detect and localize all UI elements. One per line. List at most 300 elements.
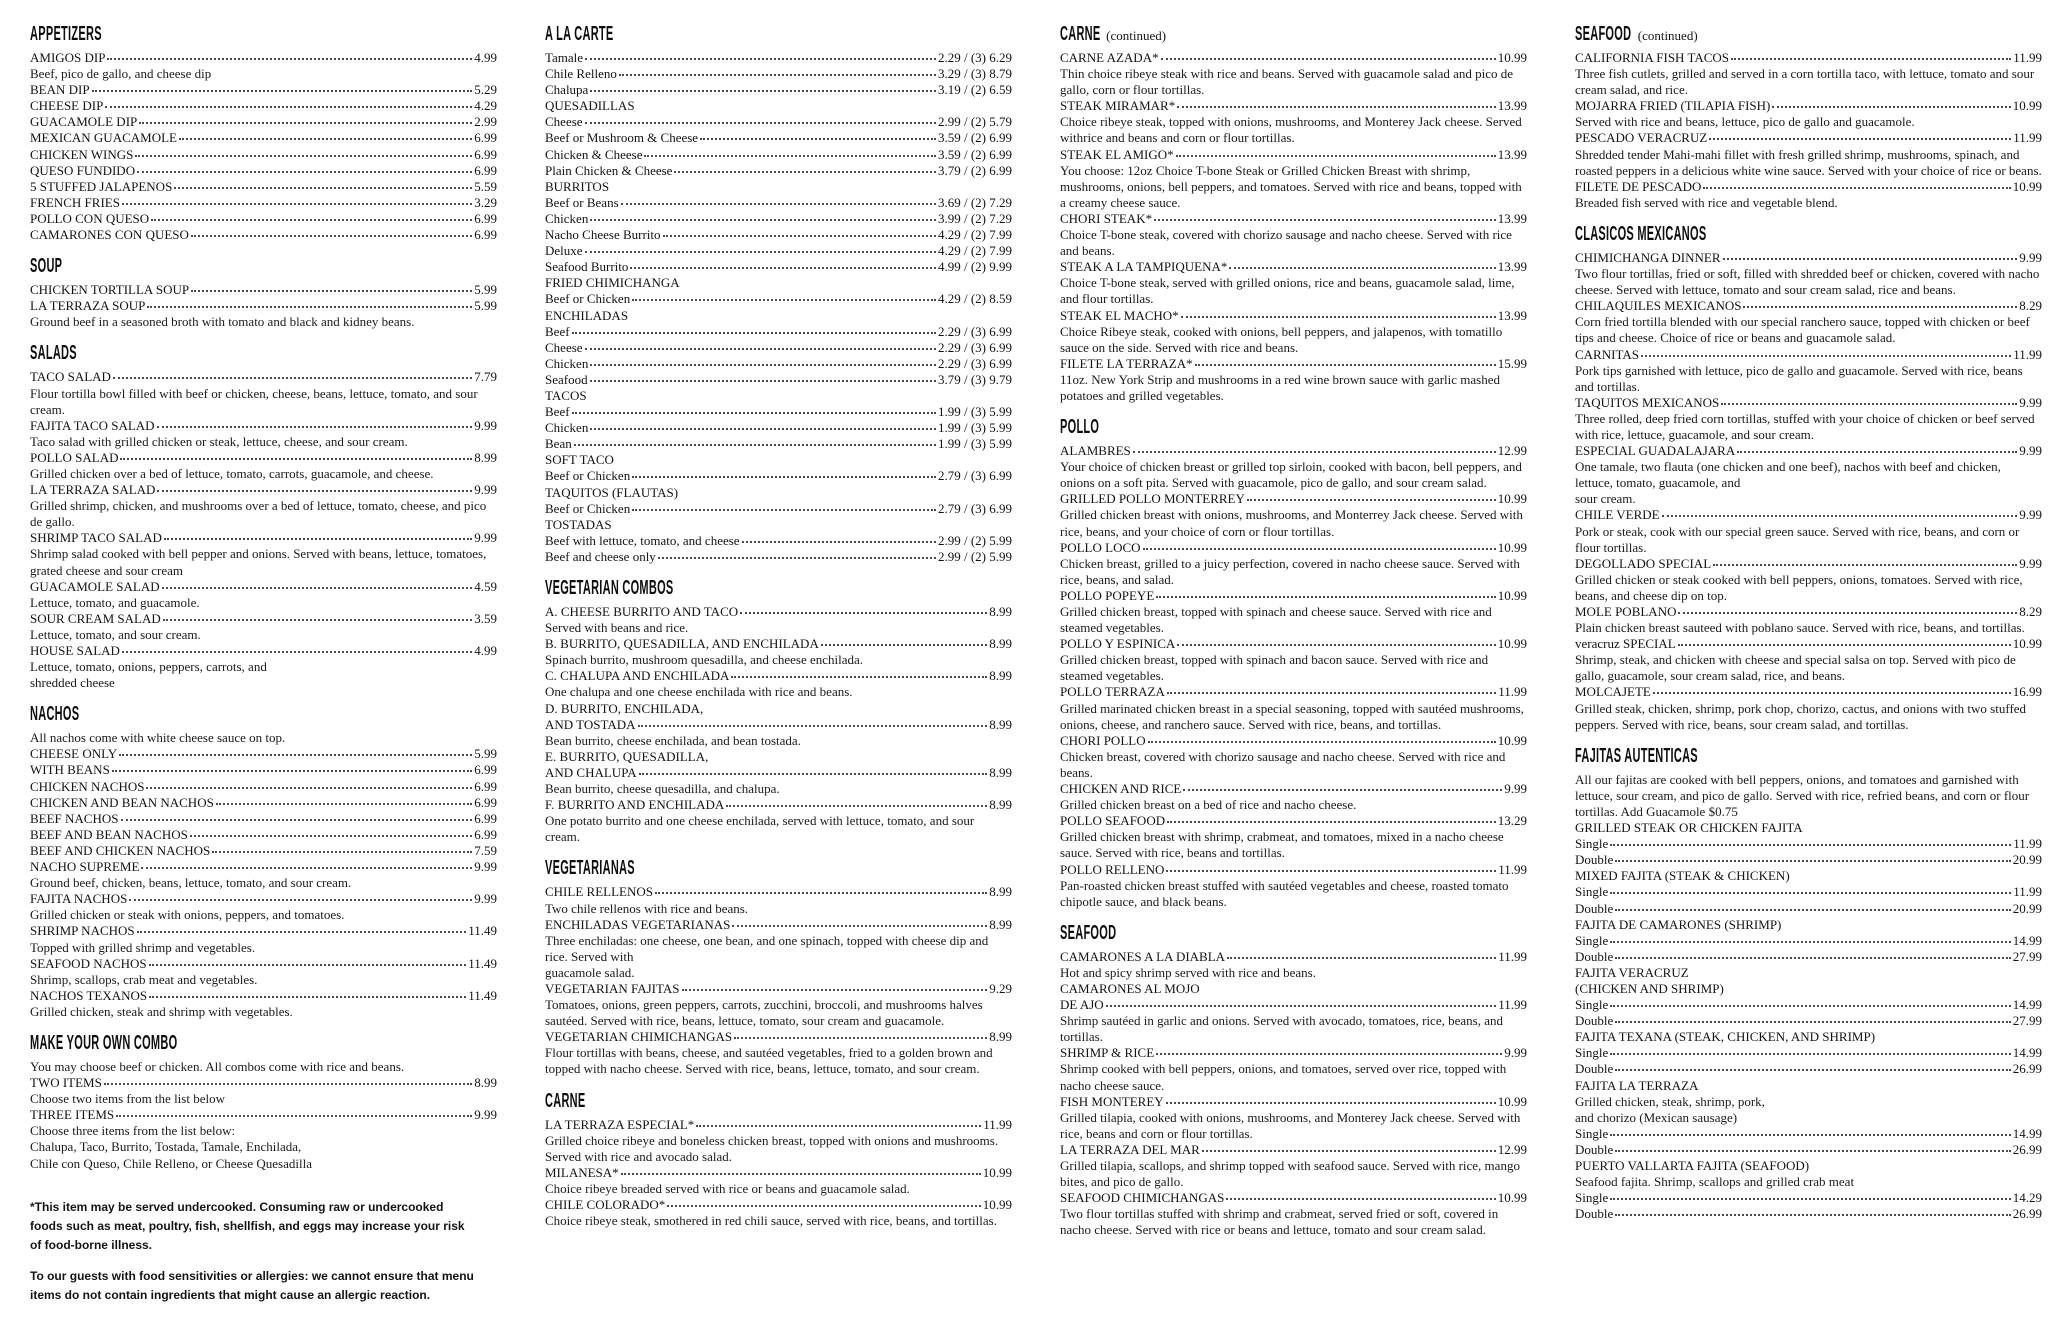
menu-section [545,578,1012,845]
menu-item-row [1575,901,2042,917]
item-price: 10.99 [2012,98,2042,114]
item-price: 6.99 [474,146,497,162]
item-subheading: QUESADILLAS [545,98,635,114]
section-heading [1060,417,1527,439]
item-name: veracruz SPECIAL [1575,636,1676,652]
section-heading-text: SALADS [30,342,77,365]
item-name: SEAFOOD NACHOS [30,955,147,971]
item-name: Double [1575,948,1614,964]
item-name: Beef [545,323,570,339]
menu-item-row [30,795,497,811]
item-price: 12.99 [1497,443,1527,459]
item-name: STEAK A LA TAMPIQUENA* [1060,259,1228,275]
item-name: Double [1575,1206,1614,1222]
item-name: Double [1575,852,1614,868]
menu-item-row [545,82,1012,98]
item-description: shredded cheese [30,675,115,691]
item-price: 2.99 [474,114,497,130]
item-name: C. CHALUPA AND ENCHILADA [545,668,730,684]
item-name: AMIGOS DIP [30,50,106,65]
item-description: Choice T-bone steak, served with grilled onions, rice and beans, guacamole salad, lime, and flour tortillas. [1060,275,1515,307]
item-subheading: TAQUITOS (FLAUTAS) [545,484,679,500]
item-description: Topped with grilled shrimp and vegetables. [30,939,256,955]
item-description: 11oz. New York Strip and mushrooms in a red wine brown sauce with garlic mashed potatoes and grilled vegetables. [1060,371,1500,403]
menu-section [545,858,1012,1077]
menu-item-row [30,746,497,762]
menu-item-row [1060,1045,1527,1061]
menu-item-row [545,1197,1012,1213]
menu-item-row [1060,1142,1527,1158]
item-description: Ground beef, chicken, beans, lettuce, tomato, and sour cream. [30,875,352,891]
item-name: FISH MONTEREY [1060,1093,1164,1109]
item-name: Bean [545,436,572,452]
item-name: GUACAMOLE DIP [30,114,138,130]
item-price: 8.99 [989,916,1012,932]
item-name: CHILE RELLENOS [545,884,653,900]
item-name: CHICKEN TORTILLA SOUP [30,282,190,298]
menu-item-row [1575,1013,2042,1029]
menu-item-row [1575,395,2042,411]
section-heading [30,24,497,46]
item-description: Grilled chicken, steak and shrimp with vegetables. [30,1003,293,1019]
item-name: CHILE COLORADO* [545,1197,666,1212]
item-name: Beef or Chicken [545,291,631,307]
item-description: Grilled chicken breast with onions, mushrooms, and Monterrey Jack cheese. Served with rice, beans, and your choice of corn or flour tortillas. [1060,507,1523,539]
item-price: 4.29 [474,98,497,114]
menu-item-row [1575,1142,2042,1158]
item-name: Beef or Mushroom & Cheese [545,130,699,146]
item-name: FAJITA TACO SALAD [30,417,155,433]
menu-item-row [545,404,1012,420]
item-price: 7.59 [474,842,497,858]
section-heading [545,858,1012,880]
item-name: NACHO SUPREME [30,859,140,875]
section-heading-text: CARNE [1060,23,1101,45]
section-heading [30,256,497,278]
section-heading-text: SEAFOOD [1060,921,1117,944]
item-price: 8.29 [2019,298,2042,314]
menu-item-row [545,468,1012,484]
item-description: Taco salad with grilled chicken or steak, lettuce, cheese, and sour cream. [30,433,408,449]
menu-item-row [1060,308,1527,324]
item-price: 4.99 [474,50,497,65]
item-description: Ground beef in a seasoned broth with tomato and black and kidney beans. [30,314,415,330]
item-price: 26.99 [2012,1141,2042,1157]
menu-item-row [1575,130,2042,146]
item-name: ALAMBRES [1060,443,1131,459]
item-price: 9.99 [2019,555,2042,571]
item-price: 2.29 / (3) 6.99 [937,323,1012,339]
menu-item-row [1060,491,1527,507]
item-name: A. CHEESE BURRITO AND TACO [545,604,739,619]
menu-item-row [545,717,1012,733]
item-name: SHRIMP NACHOS [30,923,135,939]
item-description: Grilled chicken breast with shrimp, crabmeat, and tomatoes, mixed in a nacho cheese sauce. Served with rice, beans and tortillas. [1060,829,1504,861]
item-subheading: GRILLED STEAK OR CHICKEN FAJITA [1575,820,1803,836]
menu-item-row [545,291,1012,307]
menu-item-row [545,356,1012,372]
item-price: 6.99 [474,227,497,243]
item-subheading: FAJITA VERACRUZ [1575,964,1689,980]
item-price: 11.99 [2013,836,2042,852]
item-price: 7.79 [474,369,497,385]
menu-column-1 [30,24,497,1305]
item-price: 9.99 [474,891,497,907]
item-name: BEAN DIP [30,82,90,98]
item-description: Lettuce, tomato, and guacamole. [30,594,200,610]
item-description: Bean burrito, cheese quesadilla, and chalupa. [545,781,780,797]
item-price: 9.99 [474,859,497,875]
item-price: 6.99 [474,762,497,778]
menu-section [1060,417,1527,910]
menu-item-row [1575,298,2042,314]
menu-item-row [30,211,497,227]
item-price: 10.99 [1497,50,1527,65]
menu-section [545,24,1012,565]
item-description: Grilled chicken or steak with onions, peppers, and tomatoes. [30,907,345,923]
item-name: CAMARONES A LA DIABLA [1060,948,1226,964]
item-name: Double [1575,1141,1614,1157]
item-price: 8.99 [989,604,1012,619]
menu-item-row [1060,588,1527,604]
item-description: Chalupa, Taco, Burrito, Tostada, Tamale, Enchilada, [30,1139,302,1155]
item-name: STEAK EL MACHO* [1060,307,1179,323]
item-name: POLLO SALAD [30,449,119,465]
item-description: Served with beans and rice. [545,620,689,636]
item-description: Breaded fish served with rice and vegetable blend. [1575,194,1838,210]
item-name: POLLO TERRAZA [1060,684,1165,700]
item-price: 11.99 [1498,684,1527,700]
menu-item-row [1060,1190,1527,1206]
menu-item-row [545,1029,1012,1045]
item-name: FRENCH FRIES [30,194,120,210]
menu-item-row [30,179,497,195]
item-name: MOLCAJETE [1575,684,1651,700]
item-description: Grilled steak, chicken, shrimp, pork chop, chorizo, cactus, and onions with two stuffed peppers. Served with rice, beans, sour cream salad, and tortillas. [1575,700,2027,732]
item-name: Beef or Chicken [545,500,631,516]
item-price: 11.99 [2013,884,2042,900]
item-description: Lettuce, tomato, onions, peppers, carrots, and [30,659,267,675]
item-name: Seafood [545,371,588,387]
section-heading-text: POLLO [1060,416,1100,439]
item-name: Chicken [545,420,589,436]
section-heading-text: CLASICOS MEXICANOS [1575,222,1707,245]
menu-item-row [545,340,1012,356]
menu-item-row [1060,147,1527,163]
menu-item-row [1060,50,1527,66]
item-price: 6.99 [474,210,497,226]
item-price: 4.99 [474,643,497,658]
item-price: 5.99 [474,746,497,762]
menu-item-row [1575,250,2042,266]
item-name: SEAFOOD CHIMICHANGAS [1060,1190,1225,1206]
item-name: WITH BEANS [30,762,110,778]
item-name: MEXICAN GUACAMOLE [30,130,177,146]
section-heading [30,343,497,365]
section-heading-suffix: (continued) [1106,28,1167,43]
menu-item-row [545,227,1012,243]
item-price: 9.99 [474,417,497,433]
item-price: 3.19 / (2) 6.59 [937,82,1012,98]
item-price: 10.99 [2012,178,2042,194]
item-name: Single [1575,836,1609,852]
item-description: Grilled chicken over a bed of lettuce, tomato, carrots, guacamole, and cheese. [30,465,434,481]
item-name: NACHOS TEXANOS [30,987,148,1003]
menu-item-row [1575,1061,2042,1077]
menu-item-row [545,259,1012,275]
item-description: Chile con Queso, Chile Relleno, or Cheese Quesadilla [30,1155,312,1171]
item-name: THREE ITEMS [30,1107,115,1123]
item-description: Seafood fajita. Shrimp, scallops and grilled crab meat [1575,1174,1855,1190]
item-subheading: FAJITA DE CAMARONES (SHRIMP) [1575,916,1782,932]
item-description: Shrimp, scallops, crab meat and vegetables. [30,971,258,987]
menu-item-row [1060,949,1527,965]
item-name: POLLO Y ESPINICA [1060,636,1176,652]
item-name: CALIFORNIA FISH TACOS [1575,50,1730,65]
menu-item-row [30,956,497,972]
item-price: 8.29 [2019,604,2042,619]
item-name: QUESO FUNDIDO [30,162,136,178]
item-name: Cheese [545,114,583,130]
menu-item-row [545,549,1012,565]
item-name: LA TERRAZA ESPECIAL* [545,1116,695,1132]
menu-item-row [1060,684,1527,700]
item-name: GRILLED POLLO MONTERREY [1060,491,1245,507]
menu-item-row [545,195,1012,211]
item-name: AND TOSTADA [545,716,636,732]
menu-item-row [30,227,497,243]
item-name: MOLE POBLANO [1575,604,1677,619]
item-description: Two chile rellenos with rice and beans. [545,900,749,916]
item-name: CHILE VERDE [1575,507,1660,523]
item-description: sour cream. [1575,491,1636,507]
item-price: 14.29 [2012,1190,2042,1206]
section-heading-text: MAKE YOUR OWN COMBO [30,1031,178,1054]
item-description: Choose three items from the list below: [30,1123,236,1139]
item-description: All our fajitas are cooked with bell peppers, onions, and tomatoes and garnished with lettuce, sour cream, and pico de gallo. Served with rice, refried beans, and corn or flour tortillas. Add Guacamole $0.75 [1575,771,2030,819]
item-price: 10.99 [2012,636,2042,652]
menu-item-row [545,1165,1012,1181]
item-name: CAMARONES CON QUESO [30,227,189,243]
item-name: Seafood Burrito [545,259,629,275]
item-name: TWO ITEMS [30,1075,102,1091]
menu-item-row [1060,98,1527,114]
menu-item-row [30,282,497,298]
menu-section [30,24,497,243]
item-price: 13.29 [1497,813,1527,829]
item-name: Nacho Cheese Burrito [545,227,661,243]
item-description: Choice ribeye steak, smothered in red chili sauce, served with rice, beans, and tortillas. [545,1213,997,1229]
item-price: 10.99 [1497,539,1527,555]
section-heading [1575,24,2042,46]
item-price: 3.59 [474,610,497,626]
menu-item-row [1575,507,2042,523]
item-name: HOUSE SALAD [30,643,120,658]
item-name: CHORI STEAK* [1060,210,1153,226]
menu-item-row [1575,1126,2042,1142]
item-price: 8.99 [989,764,1012,780]
item-subheading: BURRITOS [545,178,610,194]
item-name: Beef with lettuce, tomato, and cheese [545,532,740,548]
item-price: 14.99 [2012,1125,2042,1141]
footnote-text: *This item may be served undercooked. Consuming raw or undercooked foods such as meat, poultry, fish, shellfish, and eggs may increase your risk of food-borne illness. [30,1199,465,1252]
menu-item-row [1060,781,1527,797]
item-name: MILANESA* [545,1164,619,1180]
item-subheading: TACOS [545,387,587,403]
item-name: BEEF NACHOS [30,810,119,826]
item-price: 13.99 [1497,146,1527,162]
item-price: 5.99 [474,298,497,314]
item-price: 9.99 [2019,249,2042,265]
item-name: Chalupa [545,82,589,98]
menu-item-row [545,372,1012,388]
menu-item-row [30,50,497,66]
item-price: 2.29 / (3) 6.99 [937,355,1012,371]
item-description: Plain chicken breast sauteed with poblano sauce. Served with rice, beans, and tortillas. [1575,620,2025,636]
item-price: 11.49 [468,923,497,939]
section-heading [545,578,1012,600]
item-name: FAJITA NACHOS [30,891,128,907]
menu-item-row [545,533,1012,549]
section-heading [1575,224,2042,246]
item-description: Three rolled, deep fried corn tortillas, stuffed with your choice of chicken or beef served with rice, lettuce, guacamole, and sour cream. [1575,410,2035,442]
section-heading-text: NACHOS [30,703,80,726]
item-description: Choose two items from the list below [30,1091,225,1107]
item-name: Beef or Chicken [545,468,631,484]
item-name: LA TERRAZA SALAD [30,482,156,498]
item-price: 8.99 [474,449,497,465]
item-name: Single [1575,932,1609,948]
item-price: 9.99 [1504,1045,1527,1061]
item-price: 20.99 [2012,852,2042,868]
item-name: Chile Relleno [545,66,617,82]
item-name: CHORI POLLO [1060,732,1146,748]
menu-section [30,343,497,691]
menu-item-row [545,501,1012,517]
item-price: 3.79 / (3) 9.79 [937,371,1012,387]
menu-item-row [545,50,1012,66]
item-name: TACO SALAD [30,369,111,385]
section-heading [1060,923,1527,945]
menu-item-row [1575,50,2042,66]
item-description: Spinach burrito, mushroom quesadilla, and cheese enchilada. [545,652,864,668]
item-name: STEAK MIRAMAR* [1060,98,1176,114]
item-name: CHILAQUILES MEXICANOS [1575,298,1742,314]
item-name: Cheese [545,339,583,355]
item-price: 1.99 / (3) 5.99 [937,404,1012,420]
menu-item-row [1575,556,2042,572]
menu-section [30,1033,497,1172]
item-price: 13.99 [1497,98,1527,114]
item-price: 10.99 [982,1197,1012,1212]
menu-item-row [545,147,1012,163]
item-price: 2.79 / (3) 6.99 [937,468,1012,484]
item-description: Hot and spicy shrimp served with rice and beans. [1060,964,1316,980]
item-price: 11.99 [2013,50,2042,65]
item-name: CHICKEN WINGS [30,146,134,162]
menu-item-row [1575,443,2042,459]
item-name: SHRIMP & RICE [1060,1045,1155,1061]
item-description: Shrimp cooked with bell peppers, onions, and tomatoes, served over rice, topped with nacho cheese sauce. [1060,1061,1507,1093]
item-price: 10.99 [1497,491,1527,507]
item-price: 8.99 [474,1075,497,1091]
item-name: F. BURRITO AND ENCHILADA [545,797,725,813]
menu-item-row [545,243,1012,259]
menu-item-row [30,923,497,939]
item-name: CHICKEN AND RICE [1060,781,1182,797]
item-price: 11.99 [1498,948,1527,964]
item-price: 11.99 [983,1116,1012,1132]
item-name: Double [1575,1061,1614,1077]
menu-item-row [30,779,497,795]
menu-item-row [1060,862,1527,878]
item-price: 4.99 / (2) 9.99 [937,259,1012,275]
item-description: Choice T-bone steak, covered with chorizo sausage and nacho cheese. Served with rice and beans. [1060,227,1512,259]
item-name: Plain Chicken & Cheese [545,162,673,178]
item-name: VEGETARIAN CHIMICHANGAS [545,1029,733,1045]
item-price: 8.99 [989,716,1012,732]
item-description: Thin choice ribeye steak with rice and beans. Served with guacamole salad and pico de gallo, corn or flour tortillas. [1060,66,1514,98]
menu-item-row [30,579,497,595]
item-price: 4.29 / (2) 7.99 [937,227,1012,243]
menu-item-row [30,530,497,546]
item-name: CARNE AZADA* [1060,50,1159,65]
item-name: SHRIMP TACO SALAD [30,530,162,546]
item-price: 9.99 [2019,394,2042,410]
menu-item-row [30,1107,497,1123]
item-name: TAQUITOS MEXICANOS [1575,394,1720,410]
item-description: Grilled tilapia, cooked with onions, mushrooms, and Monterey Jack cheese. Served with rice, beans and corn or flour tortillas. [1060,1109,1521,1141]
section-heading-text: VEGETARIAN COMBOS [545,577,674,599]
item-price: 10.99 [1497,732,1527,748]
item-name: POLLO RELLENO [1060,861,1165,877]
item-price: 6.99 [474,826,497,842]
item-description: You choose: 12oz Choice T-bone Steak or Grilled Chicken Breast with shrimp, mushrooms, onions, bell peppers, and tomatoes. Served with rice and beans, topped with a creamy cheese sauce. [1060,162,1522,210]
item-price: 1.99 / (3) 5.99 [937,420,1012,436]
section-heading-text: VEGETARIANAS [545,857,635,880]
item-name: Double [1575,1013,1614,1029]
item-price: 3.59 / (2) 6.99 [937,130,1012,146]
menu-column-4 [1575,24,2042,1305]
menu-section [545,1091,1012,1230]
item-price: 27.99 [2012,948,2042,964]
section-heading-text: FAJITAS AUTENTICAS [1575,744,1698,767]
item-name: Chicken [545,210,589,226]
item-description: Grilled shrimp, chicken, and mushrooms over a bed of lettuce, tomato, cheese, and pico de gallo. [30,498,487,530]
item-name: Beef or Beans [545,194,619,210]
item-price: 8.99 [989,636,1012,652]
menu-item-row [545,604,1012,620]
item-price: 3.69 / (2) 7.29 [937,194,1012,210]
menu-column-3 [1060,24,1527,1305]
menu-item-row [1575,884,2042,900]
item-price: 2.29 / (3) 6.99 [937,339,1012,355]
item-description: Tomatoes, onions, green peppers, carrots, zucchini, broccoli, and mushrooms halves sautéed. Served with rice, beans, lettuce, tomato, sour cream and guacamole. [545,997,983,1029]
item-subheading: MIXED FAJITA (STEAK & CHICKEN) [1575,868,1790,884]
item-price: 9.99 [2019,443,2042,459]
item-price: 12.99 [1497,1141,1527,1157]
item-subheading: TOSTADAS [545,516,612,532]
item-description: guacamole salad. [545,964,635,980]
menu-item-row [545,884,1012,900]
item-price: 10.99 [1497,587,1527,603]
item-description: Served with rice and beans, lettuce, pico de gallo and guacamole. [1575,114,1915,130]
item-description: Flour tortilla bowl filled with beef or chicken, cheese, beans, lettuce, tomato, and sour cream. [30,385,478,417]
item-name: POLLO SEAFOOD [1060,813,1166,829]
item-price: 11.99 [1498,997,1527,1013]
menu-item-row [545,420,1012,436]
item-price: 8.99 [989,668,1012,684]
